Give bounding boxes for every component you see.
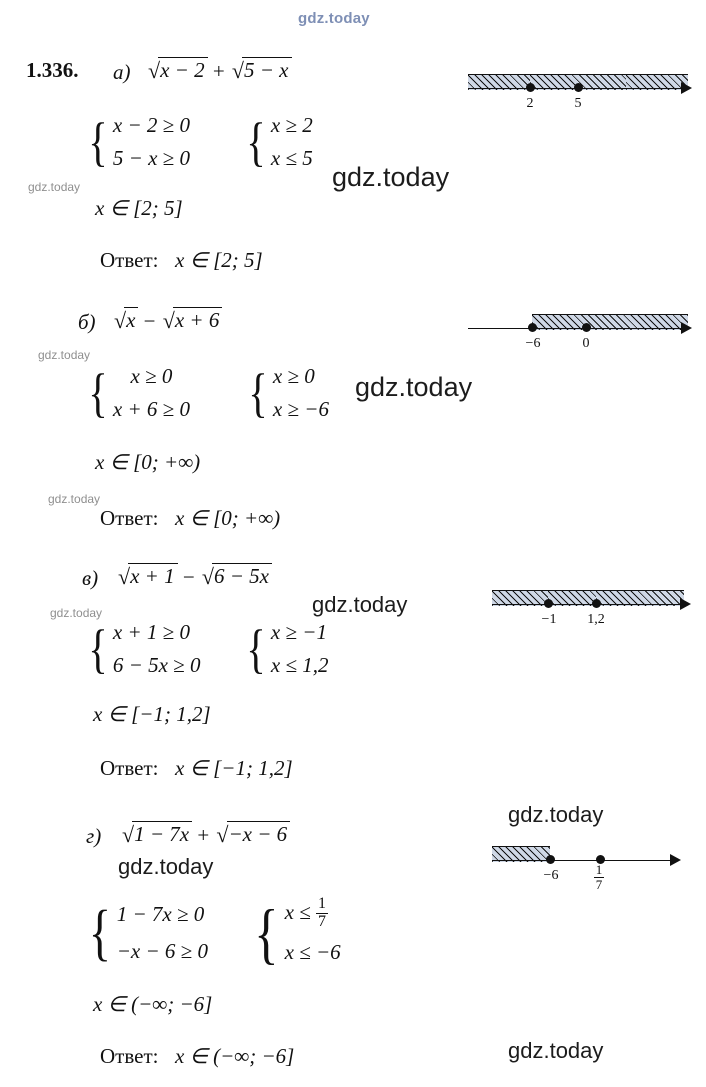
part-g-system-left bbox=[85, 898, 208, 968]
part-a-system-right bbox=[243, 112, 313, 172]
axis-arrow-icon bbox=[681, 322, 692, 334]
axis-line bbox=[468, 328, 683, 329]
watermark: gdz.today bbox=[355, 372, 473, 402]
part-a-radicand-2: 5 − x bbox=[242, 57, 292, 83]
part-v-solution: x ∈ [−1; 1,2] bbox=[93, 702, 211, 726]
brace-icon: { bbox=[246, 618, 266, 679]
tick-label-fraction: $\frac{1}{7}$ bbox=[595, 862, 603, 892]
part-g-radicand-1: 1 − 7x bbox=[132, 821, 192, 847]
part-a-radicand-1: x − 2 bbox=[158, 57, 208, 83]
part-g-system-row-2-right: x ≤ −6 bbox=[284, 940, 341, 964]
endpoint-dot bbox=[546, 855, 555, 864]
part-a-answer-label: Ответ: bbox=[100, 248, 159, 272]
part-a-label: а) bbox=[113, 60, 131, 84]
tick-label: 0 bbox=[582, 336, 590, 351]
part-a-system-row-1-left: x − 2 ≥ 0 bbox=[112, 113, 190, 138]
part-b-label: б) bbox=[78, 310, 96, 334]
axis-line bbox=[492, 604, 682, 605]
watermark: gdz.today bbox=[332, 162, 450, 192]
tick-label: −6 bbox=[525, 336, 541, 351]
endpoint-dot bbox=[526, 83, 535, 92]
part-g-radicand-2: −x − 6 bbox=[227, 821, 291, 847]
brace-icon: { bbox=[248, 362, 268, 423]
part-v-system-row-2-left: 6 − 5x ≥ 0 bbox=[112, 653, 201, 677]
watermark: gdz.today bbox=[118, 854, 214, 879]
part-v-system-row-1-right: x ≥ −1 bbox=[270, 620, 327, 645]
endpoint-dot bbox=[592, 599, 601, 608]
part-g-solution: x ∈ (−∞; −6] bbox=[93, 992, 213, 1016]
part-g-numberline bbox=[492, 842, 692, 892]
part-g-frac-denominator: 7 bbox=[318, 912, 326, 930]
part-a-numberline bbox=[468, 70, 700, 118]
part-v-answer: x ∈ [−1; 1,2] bbox=[175, 756, 293, 780]
part-a-operator: + bbox=[212, 59, 225, 83]
part-b-system-row-1-left: x ≥ 0 bbox=[130, 364, 173, 389]
watermark: gdz.today bbox=[508, 1038, 604, 1063]
part-b-expression: √x − √x + 6 bbox=[112, 308, 222, 334]
part-b-radicand-1: x bbox=[124, 307, 138, 333]
watermark: gdz.today bbox=[38, 348, 91, 362]
part-g-system-row-1-left: 1 − 7x ≥ 0 bbox=[116, 902, 205, 927]
endpoint-dot bbox=[544, 599, 553, 608]
part-v-system-row-2-right: x ≤ 1,2 bbox=[270, 653, 329, 677]
brace-icon: { bbox=[88, 898, 112, 967]
part-b-system-left bbox=[85, 362, 190, 424]
part-g-ineq-1-prefix: x ≤ bbox=[284, 900, 316, 925]
exercise-number: 1.336. bbox=[26, 58, 79, 82]
brace-icon: { bbox=[88, 618, 108, 679]
endpoint-dot bbox=[528, 323, 537, 332]
part-b-system-row-2-left: x + 6 ≥ 0 bbox=[112, 397, 190, 421]
part-a-system-row-2-left: 5 − x ≥ 0 bbox=[112, 146, 190, 170]
watermark: gdz.today bbox=[28, 180, 81, 194]
part-v-system-row-1-left: x + 1 ≥ 0 bbox=[112, 620, 190, 645]
part-v-operator: − bbox=[182, 565, 195, 589]
part-a-system-row-1-right: x ≥ 2 bbox=[270, 113, 313, 138]
axis-arrow-icon bbox=[680, 598, 691, 610]
tick-label: −1 bbox=[541, 612, 557, 627]
watermark: gdz.today bbox=[48, 492, 101, 506]
part-b-system-row-2-right: x ≥ −6 bbox=[272, 397, 329, 421]
tick-label: −6 bbox=[543, 868, 559, 883]
tick-label: 1,2 bbox=[587, 612, 605, 627]
part-v-system-right bbox=[243, 618, 329, 680]
part-g-system-right bbox=[250, 896, 341, 970]
axis-arrow-icon bbox=[681, 82, 692, 94]
part-a-answer: x ∈ [2; 5] bbox=[175, 248, 263, 272]
endpoint-dot bbox=[582, 323, 591, 332]
part-b-radicand-2: x + 6 bbox=[173, 307, 223, 333]
part-b-numberline bbox=[468, 310, 700, 358]
part-v-label: в) bbox=[82, 566, 99, 590]
part-a-expression: √x − 2 + √5 − x bbox=[146, 58, 292, 84]
watermark: gdz.today bbox=[508, 802, 604, 827]
part-b-answer-label: Ответ: bbox=[100, 506, 159, 530]
part-g-operator: + bbox=[197, 823, 210, 847]
part-b-system-right bbox=[245, 362, 329, 424]
part-g-frac-numerator: 1 bbox=[318, 895, 326, 912]
watermark-logo: gdz.today bbox=[298, 10, 370, 27]
part-v-system-left bbox=[85, 618, 200, 680]
part-b-operator: − bbox=[143, 309, 156, 333]
brace-icon: { bbox=[88, 362, 108, 423]
part-b-answer: x ∈ [0; +∞) bbox=[175, 506, 281, 530]
endpoint-dot bbox=[574, 83, 583, 92]
part-g-system-row-1-right bbox=[285, 893, 341, 933]
part-g-answer: x ∈ (−∞; −6] bbox=[175, 1044, 295, 1068]
part-v-numberline bbox=[492, 586, 702, 634]
part-b-solution: x ∈ [0; +∞) bbox=[95, 450, 201, 474]
tick-label: 2 bbox=[526, 96, 534, 111]
watermark: gdz.today bbox=[50, 606, 103, 620]
part-v-answer-label: Ответ: bbox=[100, 756, 159, 780]
part-g-expression: √1 − 7x + √−x − 6 bbox=[120, 822, 290, 848]
part-v-radicand-2: 6 − 5x bbox=[212, 563, 272, 589]
part-a-solution: x ∈ [2; 5] bbox=[95, 196, 183, 220]
part-g-label: г) bbox=[86, 824, 102, 848]
brace-icon: { bbox=[254, 894, 279, 971]
axis-arrow-icon bbox=[670, 854, 681, 866]
part-b-system-row-1-right: x ≥ 0 bbox=[272, 364, 315, 389]
tick-label: 5 bbox=[574, 96, 582, 111]
brace-icon: { bbox=[88, 111, 108, 172]
part-v-radicand-1: x + 1 bbox=[128, 563, 178, 589]
part-g-system-row-2-left: −x − 6 ≥ 0 bbox=[116, 939, 208, 963]
watermark: gdz.today bbox=[312, 592, 408, 617]
part-a-system-left bbox=[85, 112, 190, 172]
part-v-expression: √x + 1 − √6 − 5x bbox=[116, 564, 272, 590]
part-a-system-row-2-right: x ≤ 5 bbox=[270, 146, 313, 170]
brace-icon: { bbox=[246, 111, 266, 172]
part-g-answer-label: Ответ: bbox=[100, 1044, 159, 1068]
axis-line bbox=[492, 860, 672, 861]
